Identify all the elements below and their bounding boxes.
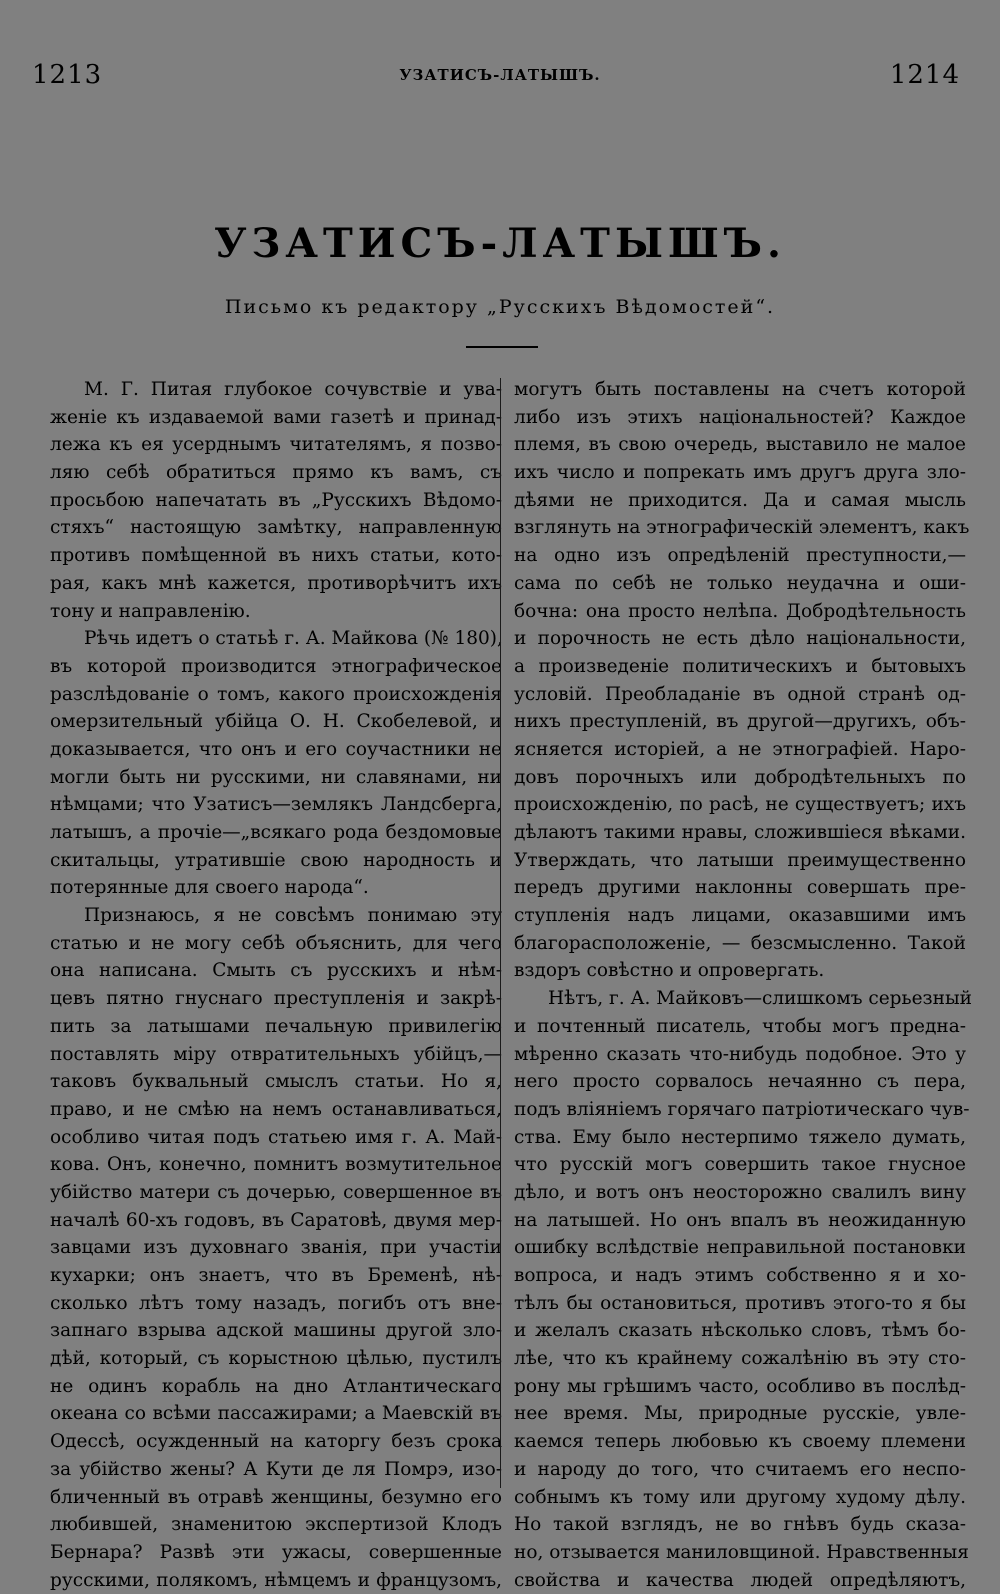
right-column-line: вопроса, и надъ этимъ собственно я и хо- — [514, 1265, 966, 1286]
left-column-line: за убійство жены? А Кути де ля Помрэ, изо- — [50, 1458, 502, 1480]
left-column-line: особливо читая подъ статьею имя г. А. Май- — [50, 1126, 502, 1148]
right-column-line: условій. Преобладаніе въ одной странѣ од- — [514, 683, 966, 705]
left-column-line: пить за латышами печальную привилегію — [50, 1015, 502, 1037]
left-column-line: кухарки; онъ знаетъ, что въ Бременѣ, нѣ- — [50, 1265, 502, 1286]
right-column-line: Утверждать, что латыши преимущественно — [514, 849, 966, 871]
left-column-line: женіе къ издаваемой вами газетѣ и принад- — [50, 406, 502, 428]
right-column-line: и почтенный писатель, чтобы могъ предна- — [514, 1015, 966, 1037]
right-column-line: лѣе, что къ крайнему сожалѣнію въ эту сто- — [514, 1348, 966, 1370]
left-column-line: Рѣчь идетъ о статьѣ г. А. Майкова (№ 180), — [84, 628, 503, 650]
page-number-right: 1214 — [889, 60, 960, 90]
left-column-line: не одинъ корабль на дно Атлантическаго — [50, 1375, 502, 1397]
right-column-line: племя, въ свою очередь, выставило не малое — [514, 434, 966, 456]
right-column-line: дѣями не приходится. Да и самая мысль — [514, 489, 966, 511]
right-column-line: бочна: она просто нелѣпа. Добродѣтельность — [514, 600, 966, 622]
right-column-line: нихъ преступленій, въ другой—другихъ, объ- — [514, 711, 966, 733]
right-column-line: и порочность не есть дѣло національности, — [514, 628, 966, 650]
left-column-line: цевъ пятно гнуснаго преступленія и закрѣ- — [50, 988, 502, 1010]
right-column-line: ступленія надъ лицами, оказавшими имъ — [514, 905, 966, 927]
column-divider — [500, 378, 501, 1488]
left-column-line: ляю себѣ обратиться прямо къ вамъ, съ — [50, 462, 502, 484]
left-column-line: статью и не могу себѣ объяснить, для чего — [50, 932, 502, 954]
right-column-line: мѣренно сказать что-нибудь подобное. Это у — [514, 1043, 966, 1065]
right-column-line: могутъ быть поставлены на счетъ которой — [514, 379, 966, 400]
left-column-line: просьбою напечатать въ „Русскихъ Вѣдомо- — [50, 489, 502, 511]
left-column-line: Одессѣ, осужденный на каторгу безъ срока — [50, 1431, 502, 1453]
right-column-line: но, отзывается маниловщиной. Нравственныя — [514, 1541, 969, 1563]
left-column-line: скитальцы, утратившіе свою народность и — [50, 849, 502, 871]
right-column-line: на латышей. Но онъ впалъ въ неожиданную — [514, 1209, 966, 1231]
right-column-line: каемся теперь любовью къ своему племени — [514, 1431, 966, 1453]
left-column-line: противъ помѣщенной въ нихъ статьи, кото- — [50, 545, 502, 567]
right-column-line: Но такой взглядъ, не во гнѣвъ будь сказа- — [514, 1514, 966, 1536]
left-column-line: нѣмцами; что Узатисъ—землякъ Ландсберга, — [50, 794, 502, 816]
left-column-line: М. Г. Питая глубокое сочувствіе и ува- — [84, 379, 502, 400]
right-column-line: тѣлъ бы остановиться, противъ этого-то я бы — [514, 1292, 966, 1314]
left-column-line: любившей, знаменитою экспертизой Клодъ — [50, 1514, 502, 1536]
article-title: УЗАТИСЪ-ЛАТЫШЪ. — [214, 220, 786, 267]
left-column-line: рая, какъ мнѣ кажется, противорѣчитъ ихъ — [50, 572, 502, 594]
page-number-left: 1213 — [32, 60, 103, 90]
left-column-line: бличенный въ отравѣ женщины, безумно его — [50, 1486, 502, 1508]
left-column-line: началѣ 60-хъ годовъ, въ Саратовѣ, двумя мер- — [50, 1209, 502, 1231]
right-column-line: и желалъ сказать нѣсколько словъ, тѣмъ бо- — [514, 1320, 966, 1342]
left-column-line: сколько лѣтъ тому назадъ, погибъ отъ вне- — [50, 1292, 502, 1314]
right-column-line: передъ другими наклонны совершать пре- — [514, 877, 966, 899]
left-column-line: Бернара? Развѣ эти ужасы, совершенные — [50, 1541, 502, 1563]
left-column-line: таковъ буквальный смыслъ статьи. Но я, — [50, 1071, 502, 1093]
left-column-line: потерянные для своего народа“. — [50, 877, 369, 899]
left-column-line: завцами изъ духовнаго званія, при участіи — [50, 1237, 502, 1259]
left-column-line: океана со всѣми пассажирами; а Маевскій въ — [50, 1403, 502, 1425]
running-head — [0, 60, 1000, 94]
right-column-line: ихъ число и попрекать имъ другъ друга зло- — [514, 462, 966, 484]
right-column-line: происхожденію, по расѣ, не существуетъ; ихъ — [514, 794, 966, 816]
left-column-line: русскими, полякомъ, нѣмцемъ и французомъ, — [50, 1569, 502, 1591]
right-column-line: ства. Ему было нестерпимо тяжело думать, — [514, 1126, 966, 1148]
left-column-line: омерзительный убійца О. Н. Скобелевой, и — [50, 711, 502, 733]
left-column-line: поставлять міру отвратительныхъ убійцъ,— — [50, 1043, 502, 1065]
left-column-line: латышъ, а прочіе—„всякаго рода бездомовые — [50, 822, 502, 843]
left-column-line: Признаюсь, я не совсѣмъ понимаю эту — [84, 905, 502, 927]
left-column-line: она написана. Смыть съ русскихъ и нѣм- — [50, 960, 502, 982]
left-column-line: право, и не смѣю на немъ останавливаться, — [50, 1098, 502, 1120]
right-column-line: благорасположеніе, — безсмысленно. Такой — [514, 932, 966, 954]
right-column-line: ясняется исторіей, а не этнографіей. Наро- — [514, 738, 966, 760]
right-column-line: рону мы грѣшимъ часто, особливо въ послѣд- — [514, 1375, 966, 1397]
right-column-line: взглянуть на этнографическій элементъ, какъ — [514, 517, 970, 539]
running-title: УЗАТИСЪ-ЛАТЫШЪ. — [399, 66, 601, 84]
left-column-line: лежа къ ея усерднымъ читателямъ, я позво- — [50, 434, 502, 456]
right-column-line: подъ вліяніемъ горячаго патріотическаго чув- — [514, 1098, 970, 1120]
right-column-line: дѣлаютъ такими нравы, сложившіеся вѣками. — [514, 822, 966, 843]
title-rule — [466, 346, 538, 348]
right-column-line: что русскій могъ совершить такое гнусное — [514, 1154, 966, 1176]
right-column-line: Нѣтъ, г. А. Майковъ—слишкомъ серьезный — [548, 988, 973, 1010]
right-column-line: ошибку вслѣдствіе неправильной постановки — [514, 1237, 966, 1259]
left-column-line: могли быть ни русскими, ни славянами, ни — [50, 766, 502, 788]
right-column-line: либо изъ этихъ національностей? Каждое — [514, 406, 966, 428]
left-column-line: тону и направленію. — [50, 600, 251, 622]
article-subtitle: Письмо къ редактору „Русскихъ Вѣдомостей“. — [224, 296, 776, 318]
right-column-line: вздоръ совѣстно и опровергать. — [514, 960, 825, 982]
left-column-line: дѣй, который, съ корыстною цѣлью, пустилъ — [50, 1348, 502, 1370]
right-column-line: него просто сорвалось нечаянно съ пера, — [514, 1071, 966, 1093]
left-column-line: убійство матери съ дочерью, совершенное въ — [50, 1181, 502, 1203]
left-column-line: стяхъ“ настоящую замѣтку, направленную — [50, 517, 502, 539]
right-column-line: свойства и качества людей опредѣляютъ, — [514, 1569, 966, 1591]
right-column-line: довъ порочныхъ или добродѣтельныхъ по — [514, 766, 966, 788]
right-column-line: нее время. Мы, природные русскіе, увле- — [514, 1403, 966, 1425]
left-column-line: кова. Онъ, конечно, помнитъ возмутительное — [50, 1154, 502, 1176]
right-column — [514, 376, 973, 1591]
right-column-line: и народу до того, что считаемъ его неспо- — [514, 1458, 966, 1480]
left-column-line: доказывается, что онъ и его соучастники не — [50, 738, 502, 760]
right-column-line: а произведеніе политическихъ и бытовыхъ — [514, 655, 966, 677]
left-column-line: разслѣдованіе о томъ, какого происхожденія — [50, 683, 502, 705]
left-column-line: запнаго взрыва адской машины другой зло- — [50, 1320, 502, 1342]
right-column-line: на одно изъ опредѣленій преступности,— — [514, 545, 966, 567]
right-column-line: собнымъ къ тому или другому худому дѣлу. — [514, 1486, 966, 1508]
right-column-line: сама по себѣ не только неудачна и оши- — [514, 572, 966, 594]
left-column — [50, 376, 503, 1591]
left-column-line: въ которой производится этнографическое — [50, 655, 502, 677]
right-column-line: дѣло, и вотъ онъ неосторожно свалилъ вину — [514, 1181, 966, 1203]
